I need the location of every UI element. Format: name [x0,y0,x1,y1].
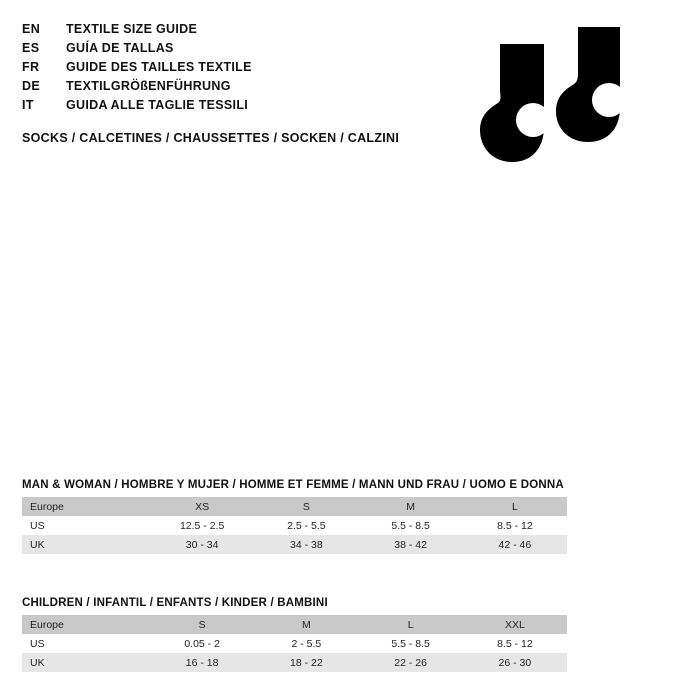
language-row [22,77,452,96]
table-cell: 26 - 30 [463,653,567,672]
table-cell: 22 - 26 [359,653,463,672]
language-row [22,20,452,39]
language-code-en: EN [22,22,41,36]
table-cell: 8.5 - 12 [463,516,567,535]
table-cell: 2 - 5.5 [254,634,358,653]
table-header-cell: S [254,497,358,516]
language-title-en: TEXTILE SIZE GUIDE [66,22,198,36]
table-cell: 0.05 - 2 [150,634,254,653]
table-header-cell: L [463,497,567,516]
table-cell: 18 - 22 [254,653,358,672]
table-header-cell: XXL [463,615,567,634]
table-cell: 12.5 - 2.5 [150,516,254,535]
table-cell: UK [22,535,150,554]
table-header-cell: XS [150,497,254,516]
language-row [22,96,452,115]
table-row [22,516,567,535]
table-cell: US [22,516,150,535]
table-cell: 5.5 - 8.5 [359,634,463,653]
man-woman-section-title: MAN & WOMAN / HOMBRE Y MUJER / HOMME ET FEMME / MANN UND FRAU / UOMO E DONNA [22,479,564,491]
table-cell: 8.5 - 12 [463,634,567,653]
language-code-es: ES [22,41,40,55]
table-row [22,653,567,672]
table-cell: 16 - 18 [150,653,254,672]
table-header-cell: M [359,497,463,516]
table-cell: 5.5 - 8.5 [359,516,463,535]
language-row [22,39,452,58]
man-woman-size-section [22,479,567,554]
language-code-de: DE [22,79,41,93]
children-section-title: CHILDREN / INFANTIL / ENFANTS / KINDER / BAMBINI [22,597,328,609]
socks-illustration [470,22,650,197]
table-header-cell: Europe [22,615,150,634]
language-title-fr: GUIDE DES TAILLES TEXTILE [66,60,252,74]
language-code-fr: FR [22,60,40,74]
children-size-section [22,597,567,672]
table-cell: UK [22,653,150,672]
language-row [22,58,452,77]
man-woman-size-table [22,497,567,554]
table-cell: 30 - 34 [150,535,254,554]
table-header-row [22,497,567,516]
language-code-it: IT [22,98,34,112]
table-header-cell: M [254,615,358,634]
table-row [22,634,567,653]
table-header-cell: Europe [22,497,150,516]
table-cell: 42 - 46 [463,535,567,554]
sock-back-icon [556,27,626,142]
language-title-de: TEXTILGRÖßENFÜHRUNG [66,79,231,93]
children-size-table [22,615,567,672]
sock-front-icon [480,44,550,162]
table-header-cell: S [150,615,254,634]
table-cell: 38 - 42 [359,535,463,554]
table-cell: 2.5 - 5.5 [254,516,358,535]
product-category-title: SOCKS / CALCETINES / CHAUSSETTES / SOCKEN / CALZINI [22,131,400,145]
table-header-cell: L [359,615,463,634]
table-row [22,535,567,554]
language-title-es: GUÍA DE TALLAS [66,41,174,55]
table-cell: US [22,634,150,653]
language-title-it: GUIDA ALLE TAGLIE TESSILI [66,98,249,112]
table-header-row [22,615,567,634]
table-cell: 34 - 38 [254,535,358,554]
language-title-list [22,20,452,115]
